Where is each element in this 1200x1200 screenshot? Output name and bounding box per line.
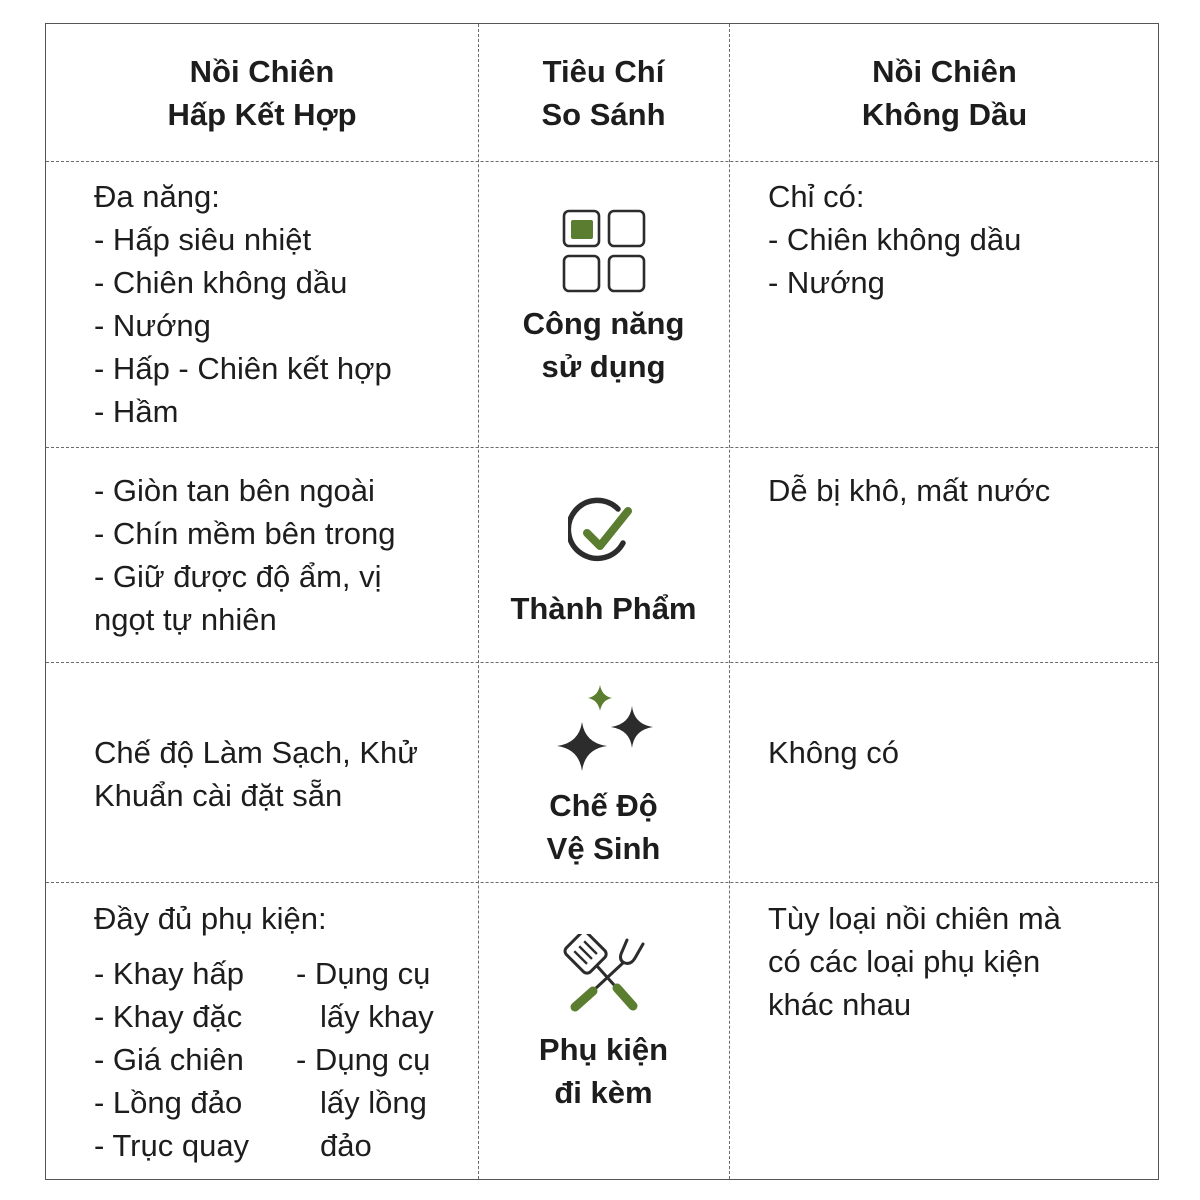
list-item: Dễ bị khô, mất nước	[768, 473, 1051, 508]
list-item: - Chiên không dầu	[768, 222, 1022, 257]
comparison-table	[45, 23, 1159, 1180]
list-item: - Nướng	[768, 265, 885, 300]
list-item: - Khay hấp	[94, 956, 244, 991]
list-item: - Giòn tan bên ngoài	[94, 473, 375, 508]
accessories-title: Đầy đủ phụ kiện:	[94, 901, 327, 936]
sparkles-icon	[554, 682, 654, 772]
list-item: khác nhau	[768, 987, 912, 1022]
header-left-line: Hấp Kết Hợp	[167, 96, 357, 132]
list-item: - Chín mềm bên trong	[94, 516, 396, 551]
criteria-label: Thành Phẩm	[510, 591, 697, 626]
list-item: - Hầm	[94, 394, 179, 429]
criteria-label: Phụ kiện	[538, 1032, 669, 1067]
list-item: Tùy loại nồi chiên mà	[768, 901, 1061, 936]
header-left-line: Nồi Chiên	[189, 53, 335, 89]
row-divider	[46, 882, 1158, 883]
list-item: - Trục quay	[94, 1128, 250, 1163]
header-right-line: Không Dầu	[861, 96, 1028, 132]
criteria-label: đi kèm	[554, 1075, 653, 1110]
criteria-cleaning	[478, 682, 729, 870]
criteria-label: sử dụng	[541, 349, 666, 384]
list-item: - Giữ được độ ẩm, vị	[94, 559, 382, 594]
list-item: lấy khay	[320, 999, 434, 1034]
criteria-label: Vệ Sinh	[546, 831, 661, 866]
row-cleaning-left	[94, 731, 474, 817]
list-item: - Khay đặc	[94, 999, 243, 1034]
spatula-fork-icon	[561, 934, 647, 1014]
row-functions-right	[768, 175, 1148, 304]
list-item: - Dụng cụ	[296, 1042, 431, 1077]
accessories-column	[296, 952, 434, 1167]
header-criteria	[478, 24, 729, 161]
grid-checkbox-icon	[562, 209, 646, 293]
criteria-accessories	[478, 934, 729, 1114]
criteria-label: Chế Độ	[549, 788, 658, 823]
circle-check-icon	[568, 497, 640, 569]
row-accessories-right	[768, 897, 1148, 1026]
header-middle-line: So Sánh	[541, 96, 666, 132]
header-air-fryer	[729, 24, 1160, 161]
list-item: Đa năng:	[94, 179, 220, 214]
list-item: Chỉ có:	[768, 179, 865, 214]
criteria-label: Công năng	[522, 306, 685, 341]
list-item: Không có	[768, 735, 899, 770]
row-result-left	[94, 469, 474, 641]
list-item: - Lồng đảo	[94, 1085, 243, 1120]
row-cleaning-right	[768, 731, 1148, 774]
list-item: - Hấp - Chiên kết hợp	[94, 351, 392, 386]
row-accessories-left	[94, 897, 474, 1167]
criteria-functions	[478, 209, 729, 388]
list-item: - Chiên không dầu	[94, 265, 348, 300]
list-item: Chế độ Làm Sạch, Khử	[94, 735, 419, 770]
criteria-result	[478, 497, 729, 630]
list-item: - Hấp siêu nhiệt	[94, 222, 312, 257]
list-item: có các loại phụ kiện	[768, 944, 1041, 979]
accessories-column	[94, 952, 249, 1167]
header-combo-fryer	[46, 24, 478, 161]
row-divider	[46, 447, 1158, 448]
list-item: - Nướng	[94, 308, 211, 343]
column-divider	[729, 24, 730, 1179]
accessories-list	[94, 952, 474, 1167]
list-item: lấy lồng	[320, 1085, 427, 1120]
header-right-line: Nồi Chiên	[872, 53, 1017, 89]
list-item: - Giá chiên	[94, 1042, 244, 1077]
row-functions-left	[94, 175, 474, 433]
row-divider	[46, 161, 1158, 162]
list-item: ngọt tự nhiên	[94, 602, 277, 637]
row-result-right	[768, 469, 1148, 512]
header-middle-line: Tiêu Chí	[542, 53, 665, 89]
list-item: đảo	[320, 1128, 372, 1163]
list-item: Khuẩn cài đặt sẵn	[94, 778, 343, 813]
list-item: - Dụng cụ	[296, 956, 431, 991]
row-divider	[46, 662, 1158, 663]
